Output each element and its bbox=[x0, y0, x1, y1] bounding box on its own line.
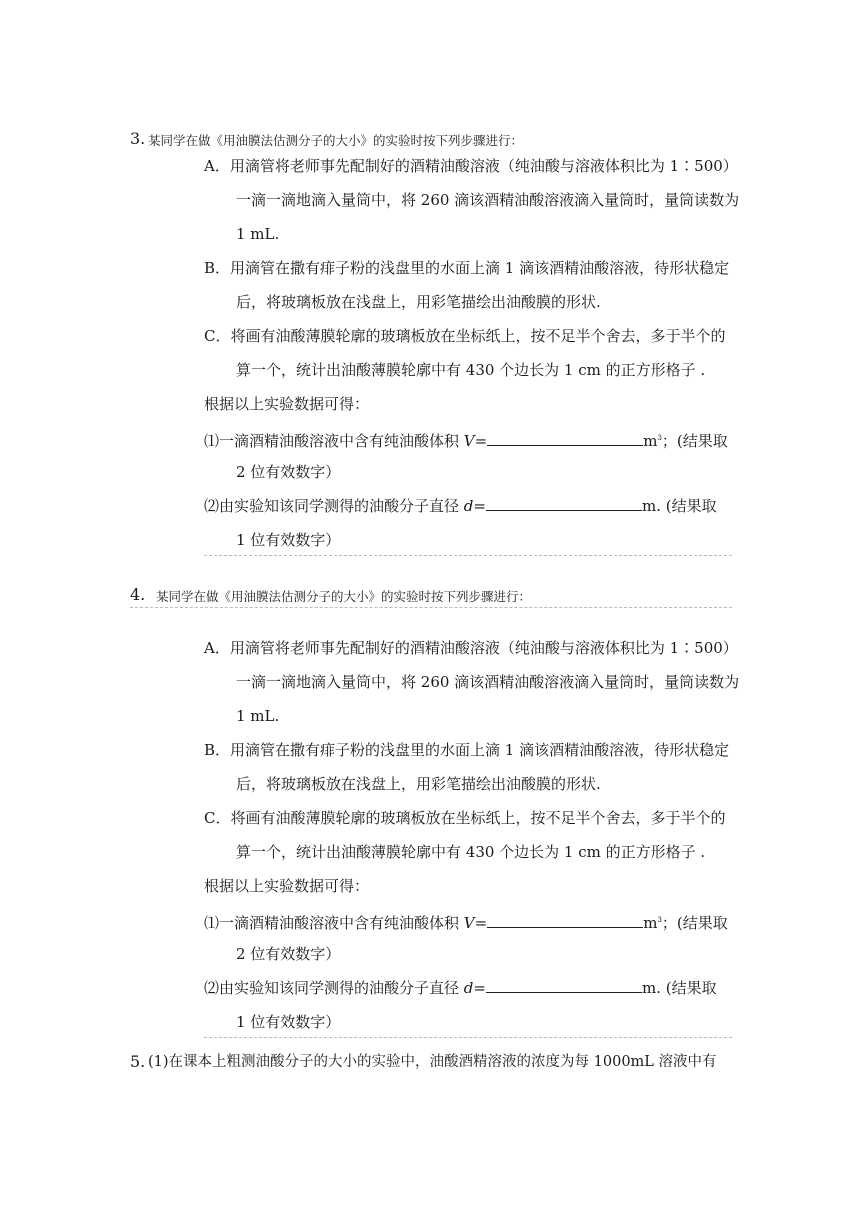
part-2-note: m. (结果取 bbox=[641, 497, 717, 515]
part-1-line-2: 2 位有效数字） bbox=[236, 463, 341, 481]
unit-m: m bbox=[643, 914, 658, 932]
unit-exponent: 3 bbox=[657, 434, 662, 442]
step-a-line-1: A．用滴管将老师事先配制好的酒精油酸溶液（纯油酸与溶液体积比为 1∶500） bbox=[204, 157, 738, 175]
step-a-line-3: 1 mL. bbox=[236, 225, 280, 243]
question-number: 4. bbox=[130, 585, 146, 604]
part-1-prompt: ⑴一滴酒精油酸溶液中含有纯油酸体积 bbox=[204, 432, 464, 450]
step-a-line-3: 1 mL. bbox=[236, 707, 280, 725]
answer-blank-volume[interactable] bbox=[487, 431, 643, 446]
step-c-line-2: 算一个，统计出油酸薄膜轮廓中有 430 个边长为 1 cm 的正方形格子 . bbox=[236, 843, 706, 861]
part-2-prompt: ⑵由实验知该同学测得的油酸分子直径 bbox=[204, 979, 464, 997]
volume-variable: V bbox=[463, 914, 475, 932]
part-2-line-2: 1 位有效数字） bbox=[236, 1013, 341, 1031]
equals-sign: = bbox=[474, 432, 488, 450]
part-1 bbox=[204, 910, 728, 933]
results-intro: 根据以上实验数据可得： bbox=[204, 395, 370, 413]
step-c-line-2: 算一个，统计出油酸薄膜轮廓中有 430 个边长为 1 cm 的正方形格子 . bbox=[236, 361, 706, 379]
step-b-line-1: B．用滴管在撒有痱子粉的浅盘里的水面上滴 1 滴该酒精油酸溶液，待形状稳定 bbox=[204, 741, 730, 759]
part-1-note: ；(结果取 bbox=[661, 914, 728, 932]
answer-blank-volume[interactable] bbox=[487, 913, 643, 928]
unit-exponent: 3 bbox=[657, 916, 662, 924]
part-1-note: ；(结果取 bbox=[661, 432, 728, 450]
step-b-line-2: 后，将玻璃板放在浅盘上，用彩笔描绘出油酸膜的形状. bbox=[236, 775, 601, 793]
answer-blank-diameter[interactable] bbox=[486, 978, 642, 993]
part-2-line-2: 1 位有效数字） bbox=[236, 531, 341, 549]
question-stem: 某同学在做《用油膜法估测分子的大小》的实验时按下列步骤进行： bbox=[148, 133, 524, 148]
part-2 bbox=[204, 978, 717, 998]
answer-blank-diameter[interactable] bbox=[486, 496, 642, 511]
step-b-line-1: B．用滴管在撒有痱子粉的浅盘里的水面上滴 1 滴该酒精油酸溶液，待形状稳定 bbox=[204, 259, 730, 277]
step-c-line-1: C．将画有油酸薄膜轮廓的玻璃板放在坐标纸上，按不足半个舍去，多于半个的 bbox=[204, 327, 726, 345]
question-stem: (1)在课本上粗测油酸分子的大小的实验中，油酸酒精溶液的浓度为每 1000mL 溶液中有 bbox=[148, 1054, 717, 1070]
step-a-line-2: 一滴一滴地滴入量筒中，将 260 滴该酒精油酸溶液滴入量筒时，量筒读数为 bbox=[236, 191, 740, 209]
part-1-prompt: ⑴一滴酒精油酸溶液中含有纯油酸体积 bbox=[204, 914, 464, 932]
part-1 bbox=[204, 428, 728, 451]
part-2-prompt: ⑵由实验知该同学测得的油酸分子直径 bbox=[204, 497, 464, 515]
unit-m: m bbox=[643, 432, 658, 450]
question-number: 3. bbox=[130, 129, 146, 148]
diameter-variable: d bbox=[463, 497, 474, 515]
divider bbox=[204, 555, 732, 556]
question-number: 5. bbox=[130, 1052, 146, 1071]
part-2 bbox=[204, 496, 717, 516]
equals-sign: = bbox=[474, 914, 488, 932]
divider bbox=[204, 1037, 732, 1038]
step-b-line-2: 后，将玻璃板放在浅盘上，用彩笔描绘出油酸膜的形状. bbox=[236, 293, 601, 311]
part-2-note: m. (结果取 bbox=[641, 979, 717, 997]
equals-sign: = bbox=[473, 979, 486, 997]
step-a-line-1: A．用滴管将老师事先配制好的酒精油酸溶液（纯油酸与溶液体积比为 1∶500） bbox=[204, 639, 738, 657]
volume-variable: V bbox=[463, 432, 475, 450]
step-c-line-1: C．将画有油酸薄膜轮廓的玻璃板放在坐标纸上，按不足半个舍去，多于半个的 bbox=[204, 809, 726, 827]
part-1-line-2: 2 位有效数字） bbox=[236, 945, 341, 963]
results-intro: 根据以上实验数据可得： bbox=[204, 877, 370, 895]
divider bbox=[130, 607, 732, 608]
question-stem: 某同学在做《用油膜法估测分子的大小》的实验时按下列步骤进行： bbox=[156, 589, 532, 604]
diameter-variable: d bbox=[463, 979, 474, 997]
equals-sign: = bbox=[473, 497, 486, 515]
step-a-line-2: 一滴一滴地滴入量筒中，将 260 滴该酒精油酸溶液滴入量筒时，量筒读数为 bbox=[236, 673, 740, 691]
